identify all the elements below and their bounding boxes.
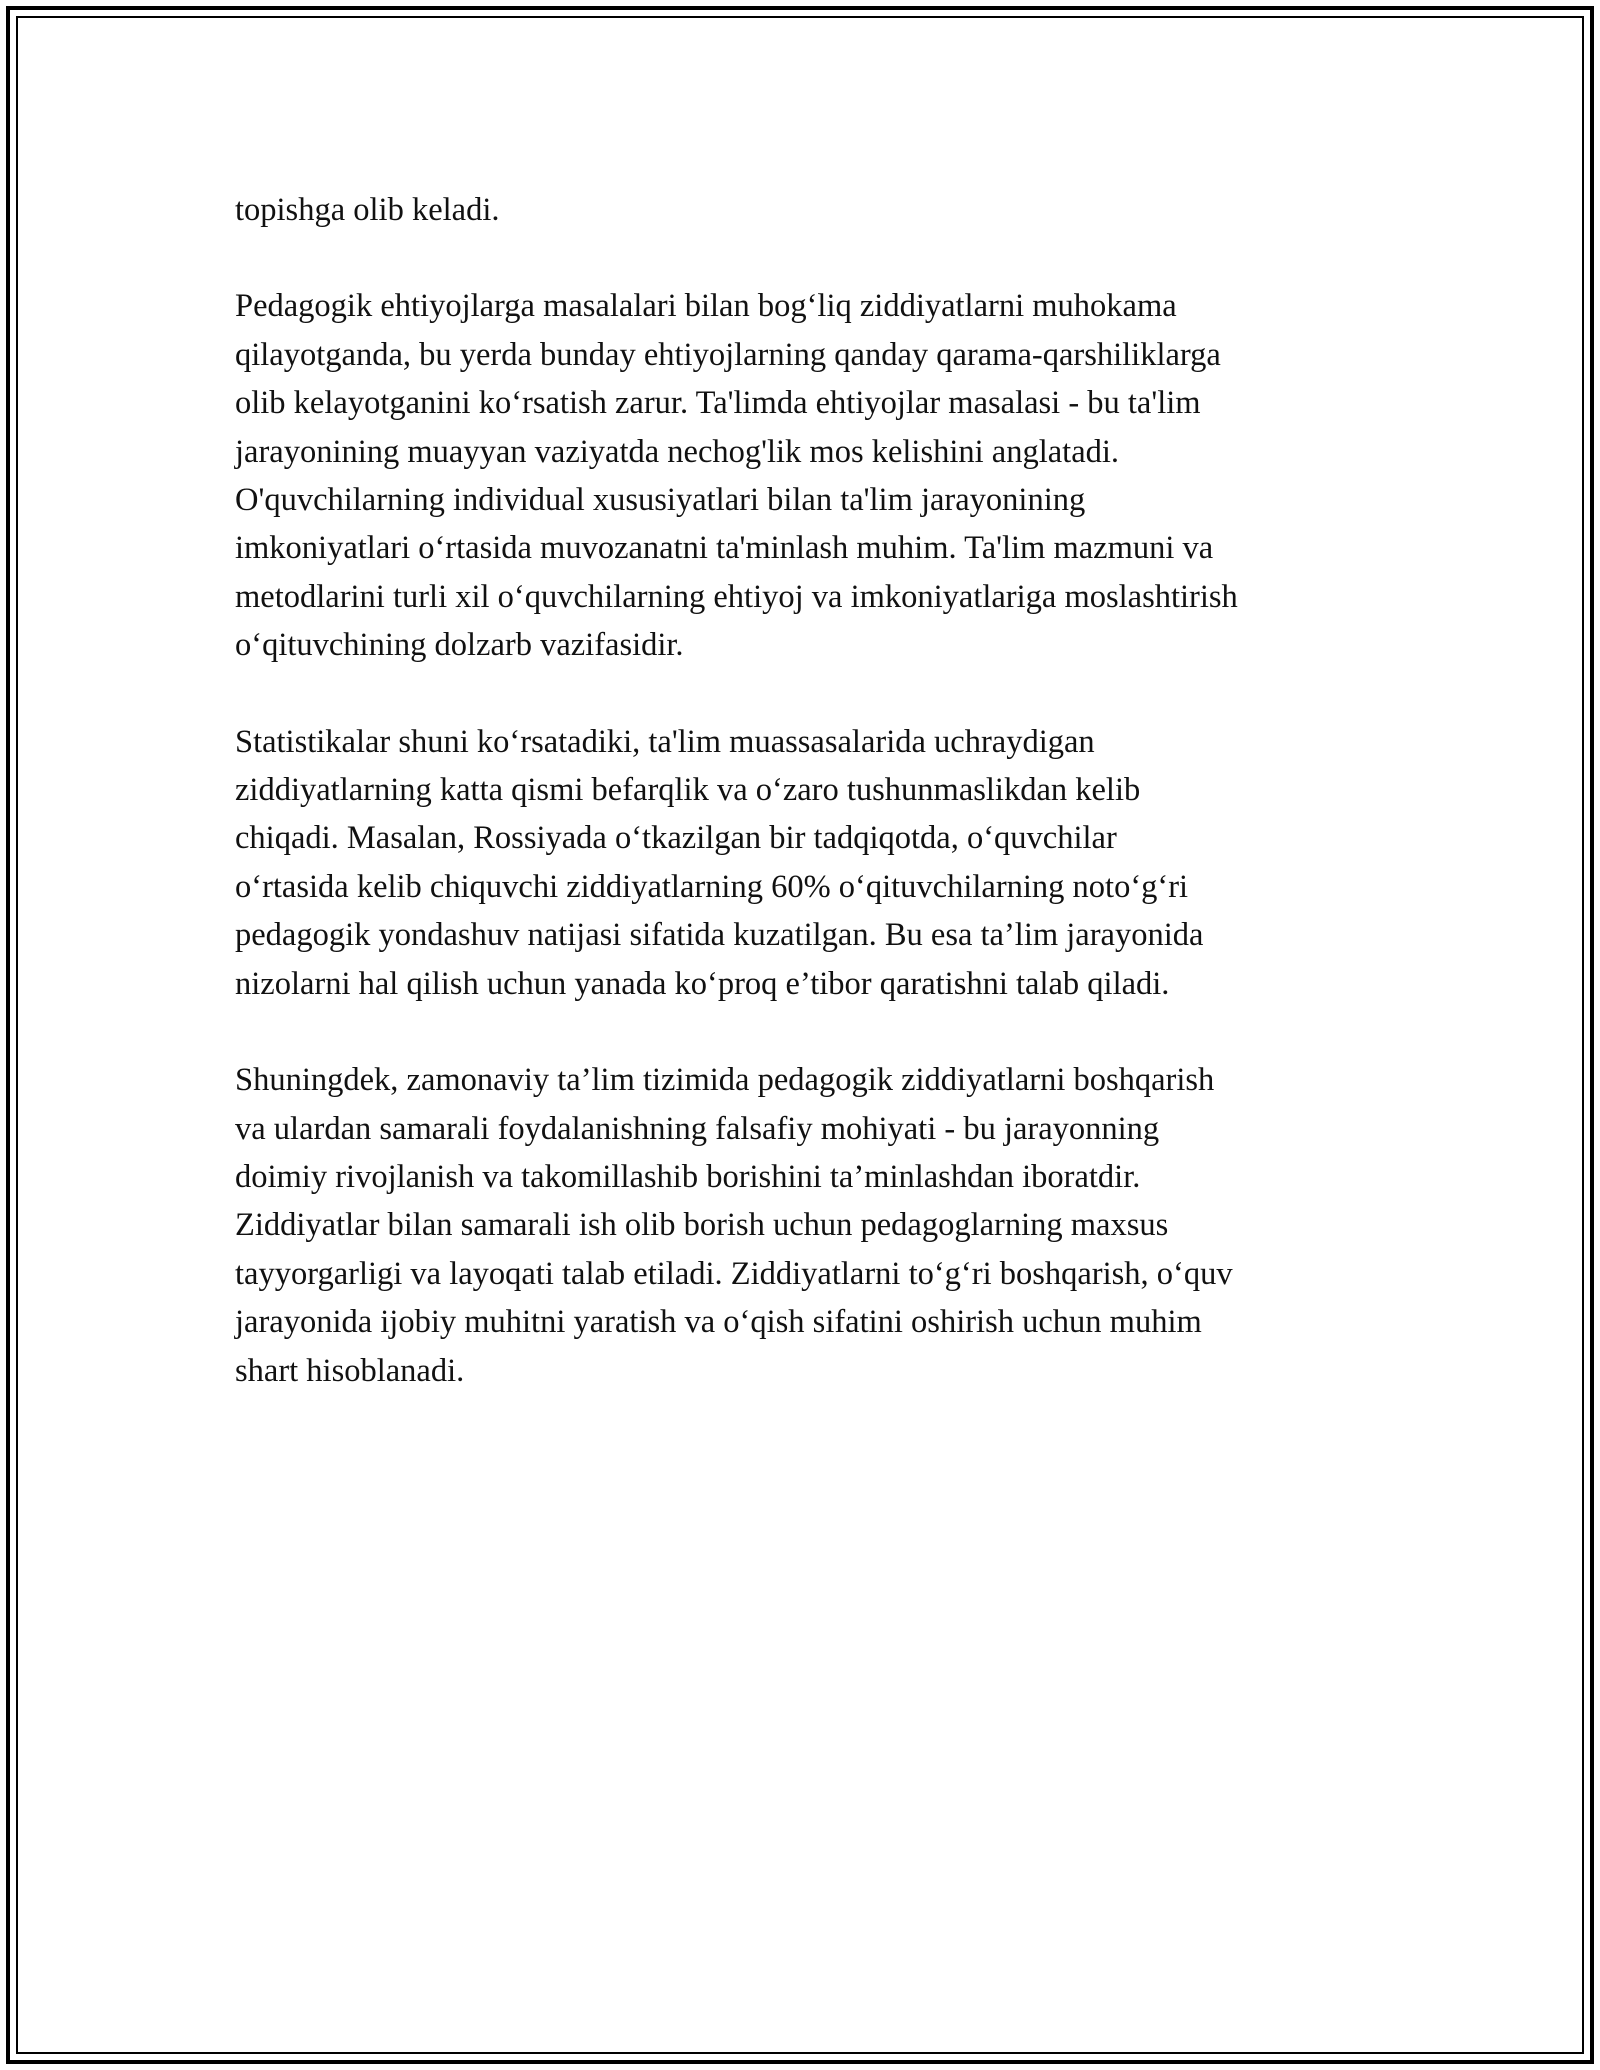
text-line: o‘rtasida kelib chiquvchi ziddiyatlarning 60% o‘qituvchilarning noto‘g‘ri	[235, 868, 1189, 905]
text-line: tayyorgarligi va layoqati talab etiladi. Ziddiyatlarni to‘g‘ri boshqarish, o‘quv	[235, 1255, 1233, 1292]
text-line: doimiy rivojlanish va takomillashib borishini ta’minlashdan iboratdir.	[235, 1158, 1141, 1195]
text-line: qilayotganda, bu yerda bunday ehtiyojlarning qanday qarama-qarshiliklarga	[235, 336, 1221, 373]
text-line: jarayonida ijobiy muhitni yaratish va o‘qish sifatini oshirish uchun muhim	[235, 1304, 1202, 1341]
text-line: Shuningdek, zamonaviy ta’lim tizimida pedagogik ziddiyatlarni boshqarish	[235, 1062, 1215, 1099]
paragraph-1	[235, 186, 1395, 234]
text-line: shart hisoblanadi.	[235, 1352, 465, 1389]
paragraph-4	[235, 1056, 1395, 1395]
text-line: o‘qituvchining dolzarb vazifasidir.	[235, 627, 684, 664]
text-line: jarayonining muayyan vaziyatda nechog'lik mos kelishini anglatadi.	[235, 433, 1120, 470]
text-line: metodlarini turli xil o‘quvchilarning ehtiyoj va imkoniyatlariga moslashtirish	[235, 578, 1238, 615]
text-line: chiqadi. Masalan, Rossiyada o‘tkazilgan bir tadqiqotda, o‘quvchilar	[235, 820, 1117, 857]
paragraph-2	[235, 282, 1395, 669]
text-line: nizolarni hal qilish uchun yanada ko‘proq e’tibor qaratishni talab qiladi.	[235, 965, 1170, 1002]
text-line: topishga olib keladi.	[235, 192, 500, 228]
text-line: ziddiyatlarning katta qismi befarqlik va o‘zaro tushunmaslikdan kelib	[235, 772, 1141, 809]
text-line: Statistikalar shuni ko‘rsatadiki, ta'lim muassasalarida uchraydigan	[235, 723, 1095, 760]
text-line: pedagogik yondashuv natijasi sifatida kuzatilgan. Bu esa ta’lim jarayonida	[235, 917, 1204, 954]
text-line: Pedagogik ehtiyojlarga masalalari bilan bog‘liq ziddiyatlarni muhokama	[235, 288, 1177, 325]
text-line: Ziddiyatlar bilan samarali ish olib borish uchun pedagoglarning maxsus	[235, 1207, 1169, 1244]
document-body	[235, 186, 1395, 1443]
text-line: va ulardan samarali foydalanishning falsafiy mohiyati - bu jarayonning	[235, 1110, 1160, 1147]
text-line: olib kelayotganini ko‘rsatish zarur. Ta'limda ehtiyojlar masalasi - bu ta'lim	[235, 385, 1201, 422]
text-line: imkoniyatlari o‘rtasida muvozanatni ta'minlash muhim. Ta'lim mazmuni va	[235, 530, 1214, 567]
text-line: O'quvchilarning individual xususiyatlari bilan ta'lim jarayonining	[235, 482, 1086, 519]
paragraph-3	[235, 718, 1395, 1008]
